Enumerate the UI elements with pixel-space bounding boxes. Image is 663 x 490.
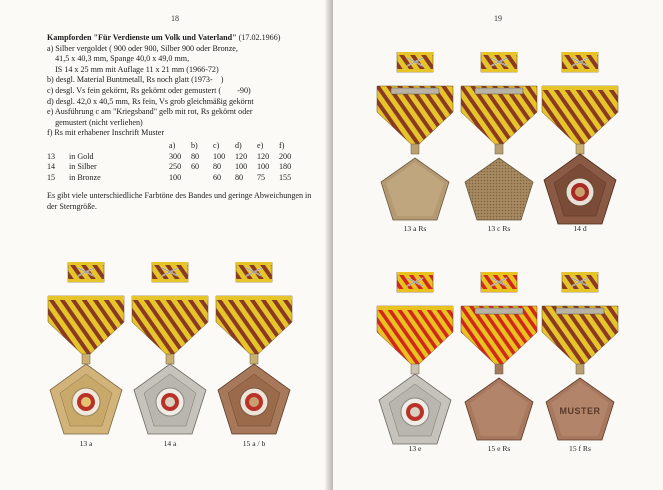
medal-13a (46, 262, 126, 440)
variant-line: gemustert (nicht verliehen) (47, 117, 143, 127)
caption: 15 f Rs (569, 444, 591, 453)
variant-line: IS 14 x 25 mm mit Auflage 11 x 21 mm (1966-72) (47, 64, 219, 74)
variant-line: 41,5 x 40,3 mm, Spange 40,0 x 49,0 mm, (47, 54, 190, 64)
page-number: 18 (171, 14, 179, 23)
variant-line: b) desgl. Material Buntmetall, Rs noch glatt (1973- ) (47, 75, 224, 85)
variant-line: f) Rs mit erhabener Inschrift Muster (47, 128, 165, 138)
medal-13e (375, 272, 455, 448)
caption: 15 e Rs (487, 444, 511, 453)
note-text: Es gibt viele unterschiedliche Farbtöne des Bandes und geringe Abweichungen in der Sterngröße. (47, 191, 312, 211)
caption: 13 a (79, 439, 93, 448)
caption: 13 c Rs (487, 224, 511, 233)
order-description (47, 33, 317, 213)
caption: 14 d (573, 224, 587, 233)
caption: 14 a (163, 439, 177, 448)
medal-15e-reverse (459, 272, 539, 448)
table-row: 13 in Gold 300 80 100 120 120 200 (47, 151, 292, 161)
variant-line: a) Silber vergoldet ( 900 oder 900, Silber 900 oder Bronze, (47, 43, 238, 53)
right-page (333, 0, 663, 490)
medal-13c-reverse (459, 52, 539, 228)
medal-14d (540, 52, 620, 228)
left-page (0, 0, 331, 490)
caption: 15 a / b (242, 439, 266, 448)
page-number: 19 (494, 14, 502, 23)
muster-inscription: MUSTER (559, 406, 601, 416)
frequency-table (47, 141, 301, 183)
table-row: 14 in Silber 250 60 80 100 100 180 (47, 162, 292, 172)
variant-line: e) Ausführung c am "Kriegsband" gelb mit rot, Rs gekörnt oder (47, 107, 253, 117)
medal-15f-reverse (540, 272, 620, 448)
medal-13a-reverse (375, 52, 455, 228)
variant-line: c) desgl. Vs fein gekörnt, Rs gekörnt oder gemustert ( -90) (47, 85, 251, 95)
caption: 13 e (408, 444, 422, 453)
medal-15a-b (214, 262, 294, 440)
table-row: 15 in Bronze 100 60 80 75 155 (47, 172, 292, 182)
variant-line: d) desgl. 42,0 x 40,5 mm, Rs fein, Vs grob gleichmäßig gekörnt (47, 96, 254, 106)
caption: 13 a Rs (403, 224, 427, 233)
order-title: Kampforden "Für Verdienste um Volk und Vaterland" (17.02.1966) (47, 33, 281, 42)
table-header-row: a) b) c) d) e) f) (169, 140, 285, 150)
medal-14a (130, 262, 210, 440)
